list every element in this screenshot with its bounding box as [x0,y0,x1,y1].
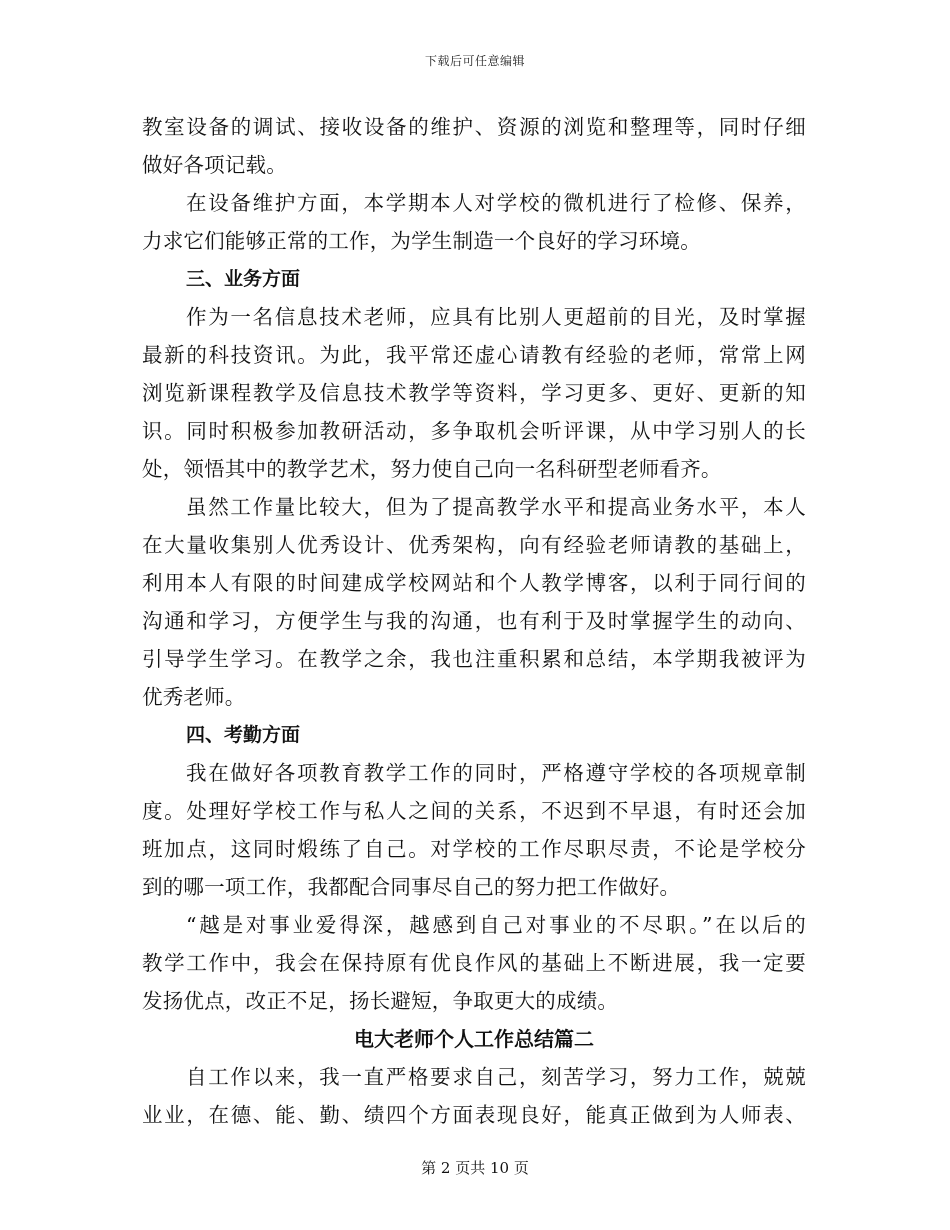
text-line: 在大量收集别人优秀设计、优秀架构，向有经验老师请教的基础上， [142,533,806,557]
paragraph-7 [142,1058,806,1134]
text-line: 在设备维护方面，本学期本人对学校的微机进行了检修、保养， [186,191,806,215]
text-line: 业业，在德、能、勤、绩四个方面表现良好，能真正做到为人师表、 [142,1103,806,1127]
paragraph-1 [142,108,806,184]
text-line: 班加点，这同时煅练了自己。对学校的工作尽职尽责，不论是学校分 [142,837,806,861]
text-line: 利用本人有限的时间建成学校网站和个人教学博客，以利于同行间的 [142,571,806,595]
text-line: 浏览新课程教学及信息技术教学等资料，学习更多、更好、更新的知 [142,381,806,405]
text-line: 优秀老师。 [142,685,246,709]
text-line: 到的哪一项工作，我都配合同事尽自己的努力把工作做好。 [142,875,681,899]
section-heading-attendance: 四、考勤方面 [186,724,301,746]
text-line: 教室设备的调试、接收设备的维护、资源的浏览和整理等，同时仔细 [142,115,806,139]
text-line: 识。同时积极参加教研活动，多争取机会听评课，从中学习别人的长 [142,419,806,443]
text-line: 作为一名信息技术老师，应具有比别人更超前的目光，及时掌握 [186,305,806,329]
text-line: 我在做好各项教育教学工作的同时，严格遵守学校的各项规章制 [186,761,806,785]
text-line: 自工作以来，我一直严格要求自己，刻苦学习，努力工作，兢兢 [186,1065,806,1089]
paragraph-2 [142,184,806,260]
paragraph-4 [142,488,806,716]
text-line: 处，领悟其中的教学艺术，努力使自己向一名科研型老师看齐。 [142,457,722,481]
page-header: 下载后可任意编辑 [424,54,525,68]
article-subtitle: 电大老师个人工作总结篇二 [354,1027,594,1051]
text-line: 引导学生学习。在教学之余，我也注重积累和总结，本学期我被评为 [142,647,806,671]
text-line: 度。处理好学校工作与私人之间的关系，不迟到不早退，有时还会加 [142,799,806,823]
text-line: 做好各项记载。 [142,153,287,177]
text-line: 沟通和学习，方便学生与我的沟通，也有利于及时掌握学生的动向、 [142,609,806,633]
text-line: “越是对事业爱得深，越感到自己对事业的不尽职。”在以后的 [186,913,806,937]
text-line: 发扬优点，改正不足，扬长避短，争取更大的成绩。 [142,989,619,1013]
text-line: 最新的科技资讯。为此，我平常还虚心请教有经验的老师，常常上网 [142,343,806,367]
text-line: 虽然工作量比较大，但为了提高教学水平和提高业务水平，本人 [186,495,806,519]
page-content [142,108,806,1134]
text-line: 教学工作中，我会在保持原有优良作风的基础上不断进展，我一定要 [142,951,806,975]
text-line: 力求它们能够正常的工作，为学生制造一个良好的学习环境。 [142,229,701,253]
page-footer: 第 2 页共 10 页 [421,1159,529,1177]
section-heading-business: 三、业务方面 [186,268,301,290]
paragraph-5 [142,754,806,906]
paragraph-3 [142,298,806,488]
paragraph-6 [142,906,806,1020]
